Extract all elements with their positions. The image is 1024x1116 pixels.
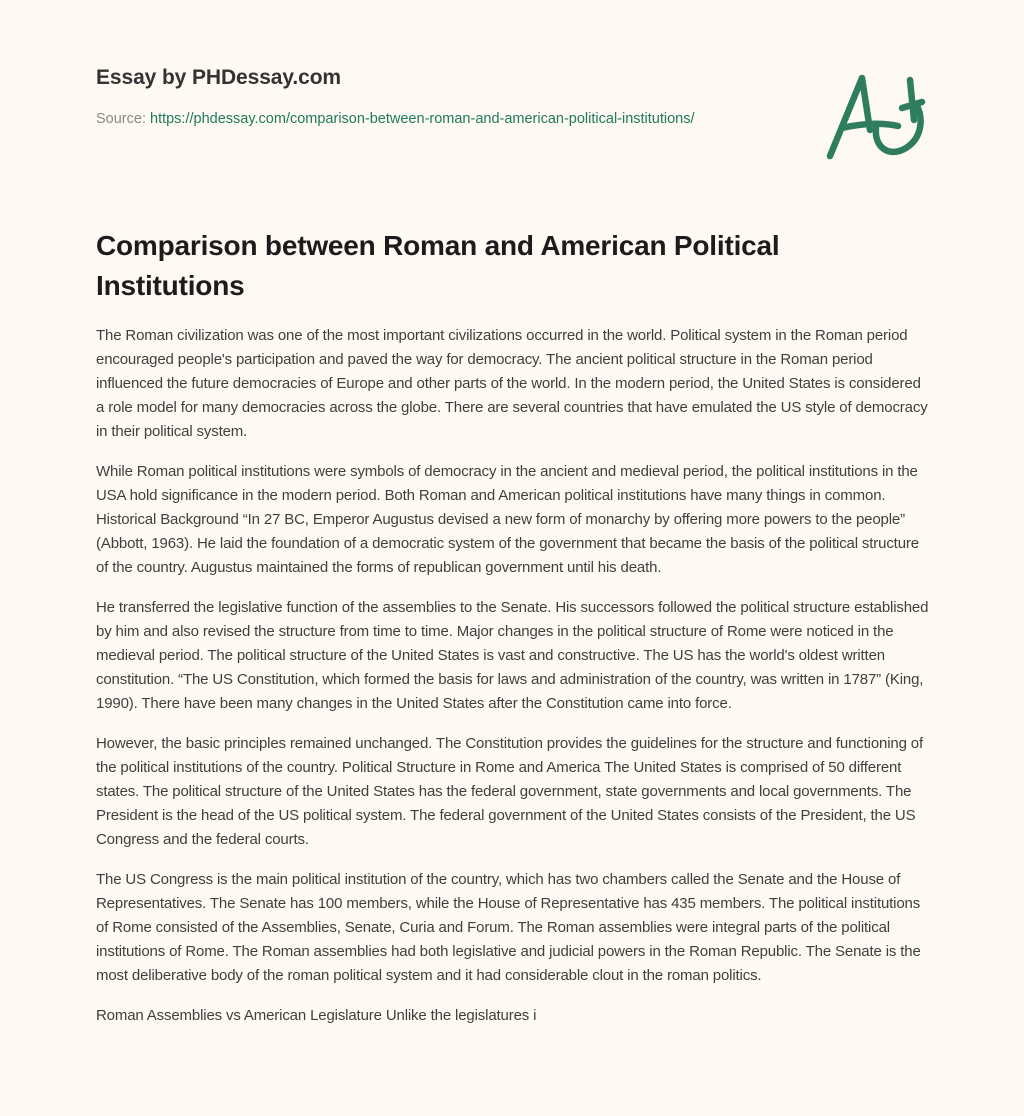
a-plus-grade-icon xyxy=(820,66,935,166)
brand-title: Essay by PHDessay.com xyxy=(96,66,341,89)
source-label: Source: xyxy=(96,111,150,127)
article-body xyxy=(96,324,931,1044)
article-paragraph: The Roman civilization was one of the most important civilizations occurred in the world. Political system in the Roman period encouraged people's participation and paved the way for democracy. The ancient political structure in the Roman period influenced the future democracies of Europe and other parts of the world. In the modern period, the United States is considered a role model for many democracies across the globe. There are several countries that have emulated the US style of democracy in their political system. xyxy=(96,327,928,440)
source-line xyxy=(96,108,736,131)
article-paragraph: The US Congress is the main political institution of the country, which has two chambers called the Senate and the House of Representatives. The Senate has 100 members, while the House of Representative has 435 members. The political institutions of Rome consisted of the Assemblies, Senate, Curia and Forum. The Roman assemblies were integral parts of the political institutions of Rome. The Roman assemblies had both legislative and judicial powers in the Roman Republic. The Senate is the most deliberative body of the roman political system and it had considerable clout in the roman politics. xyxy=(96,871,921,984)
article-paragraph-truncated: Roman Assemblies vs American Legislature Unlike the legislatures i xyxy=(96,1007,537,1024)
article-title: Comparison between Roman and American Political Institutions xyxy=(96,230,780,301)
source-link[interactable]: https://phdessay.com/comparison-between-roman-and-american-political-institutions/ xyxy=(150,111,695,127)
article-paragraph: However, the basic principles remained unchanged. The Constitution provides the guidelines for the structure and functioning of the political institutions of the country. Political Structure in Rome and America The United States is comprised of 50 different states. The political structure of the United States has the federal government, state governments and local governments. The President is the head of the US political system. The federal government of the United States consists of the President, the US Congress and the federal courts. xyxy=(96,735,924,848)
article-paragraph: While Roman political institutions were symbols of democracy in the ancient and medieval period, the political institutions in the USA hold significance in the modern period. Both Roman and American political institutions have many things in common. Historical Background “In 27 BC, Emperor Augustus devised a new form of monarchy by offering more powers to the people” (Abbott, 1963). He laid the foundation of a democratic system of the government that became the basis of the political structure of the country. Augustus maintained the forms of republican government until his death. xyxy=(96,463,919,576)
page-header xyxy=(96,62,736,131)
article-paragraph: He transferred the legislative function of the assemblies to the Senate. His successors followed the political structure established by him and also revised the structure from time to time. Major changes in the political structure of Rome were noticed in the medieval period. The political structure of the United States is vast and constructive. The US has the world's oldest written constitution. “The US Constitution, which formed the basis for laws and administration of the country, was written in 1787” (King, 1990). There have been many changes in the United States after the Constitution came into force. xyxy=(96,599,929,712)
